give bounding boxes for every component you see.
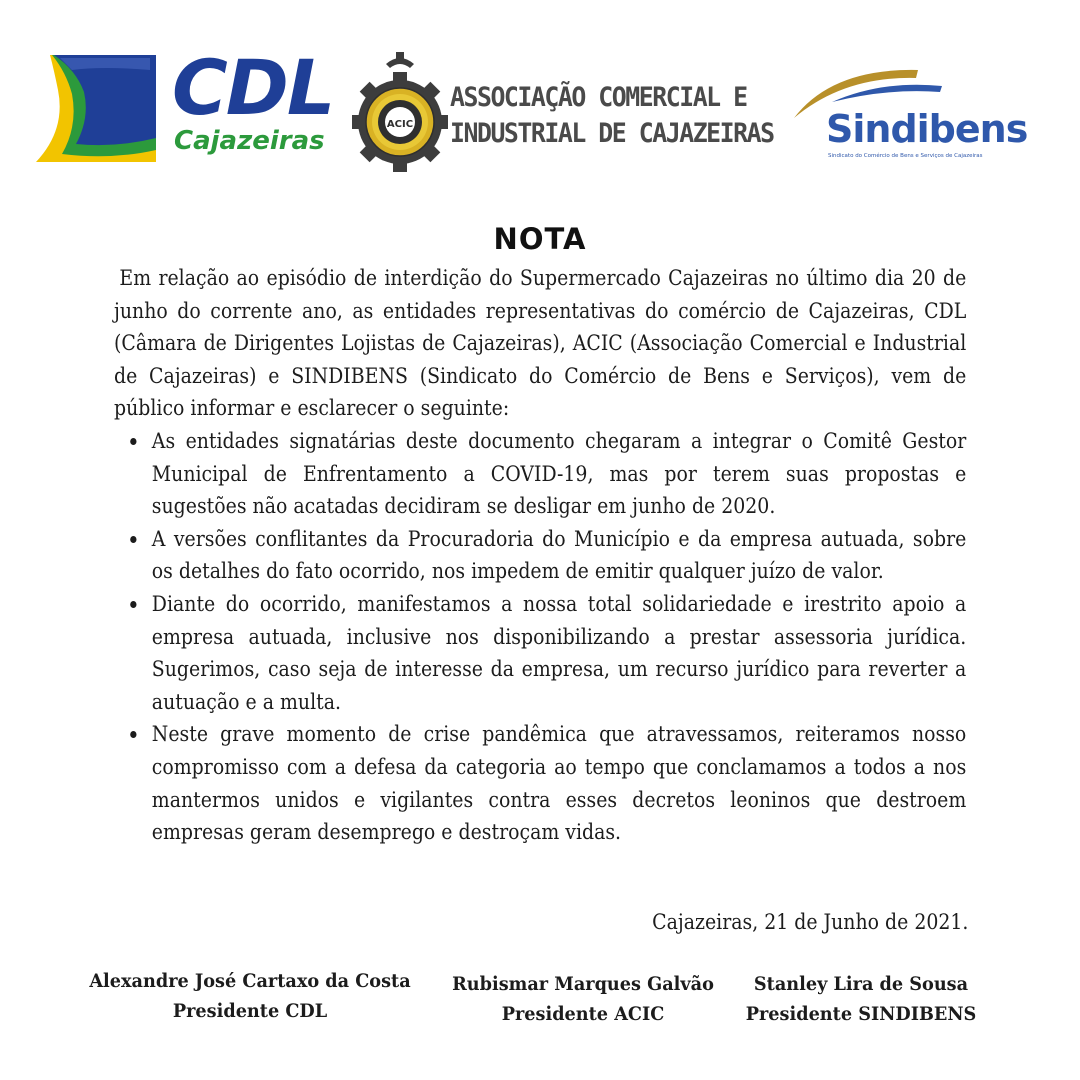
sindibens-logo bbox=[792, 62, 1054, 172]
bullet-icon bbox=[130, 536, 136, 543]
note-body bbox=[114, 262, 966, 849]
bullet-icon bbox=[130, 438, 136, 445]
note-list bbox=[114, 425, 966, 849]
bullet-icon bbox=[130, 731, 136, 738]
bullet-icon bbox=[130, 601, 136, 608]
signature-role: Presidente CDL bbox=[172, 1000, 328, 1022]
sindibens-logo-text: Sindibens bbox=[826, 107, 1028, 151]
cdl-logo-text: CDL bbox=[172, 43, 334, 132]
signature-name: Alexandre José Cartaxo da Costa bbox=[89, 970, 411, 992]
note-date: Cajazeiras, 21 de Junho de 2021. bbox=[651, 910, 968, 934]
signature-name: Stanley Lira de Sousa bbox=[753, 973, 969, 995]
acic-line-1: ASSOCIAÇÃO COMERCIAL E bbox=[450, 82, 747, 113]
logo-header bbox=[0, 0, 1080, 200]
signature-cdl bbox=[73, 966, 426, 1026]
cdl-logo bbox=[32, 43, 334, 170]
acic-line-2: INDUSTRIAL DE CAJAZEIRAS bbox=[450, 118, 774, 149]
list-item: Neste grave momento de crise pandêmica que atravessamos, reiteramos nosso compromisso com a defesa da categoria ao tempo que conclamamos a todos a nos mantermos unidos e vigilantes contra esses decretos leoninos que destroem empresas geram desemprego e destroçam vidas. bbox=[152, 718, 967, 848]
note-title: NOTA bbox=[493, 222, 587, 256]
signature-sindibens bbox=[734, 969, 989, 1029]
note-intro: Em relação ao episódio de interdição do Supermercado Cajazeiras no último dia 20 de junho do corrente ano, as entidades representativas do comércio de Cajazeiras, CDL (Câmara de Dirigentes Lojistas de Cajazeiras), ACIC (Associação Comercial e Industrial de Cajazeiras) e SINDIBENS (Sindicato do Comércio de Bens e Serviços), vem de público informar e esclarecer o seguinte: bbox=[114, 266, 967, 421]
acic-gear-seal-icon bbox=[352, 50, 448, 180]
list-item: Diante do ocorrido, manifestamos a nossa total solidariedade e irestrito apoio a empresa autuada, inclusive nos disponibilizando a prestar assessoria jurídica. Sugerimos, caso seja de interesse da empresa, um recurso jurídico para reverter a autuação e a multa. bbox=[152, 588, 967, 718]
signature-role: Presidente SINDIBENS bbox=[745, 1003, 977, 1025]
sindibens-logo-subtitle: Sindicato do Comércio de Bens e Serviços de Cajazeiras bbox=[828, 153, 983, 159]
signature-acic bbox=[441, 969, 726, 1029]
acic-badge-text: ACIC bbox=[386, 119, 414, 130]
acic-logo bbox=[352, 50, 792, 190]
acic-logo-text bbox=[450, 80, 774, 152]
signature-role: Presidente ACIC bbox=[501, 1003, 665, 1025]
list-item: As entidades signatárias deste documento chegaram a integrar o Comitê Gestor Municipal de Enfrentamento a COVID-19, mas por terem suas propostas e sugestões não acatadas decidiram se desligar em junho de 2020. bbox=[152, 425, 967, 523]
signature-name: Rubismar Marques Galvão bbox=[452, 973, 714, 995]
cdl-emblem-icon bbox=[32, 50, 172, 170]
cdl-logo-city: Cajazeiras bbox=[174, 126, 325, 156]
list-item: A versões conflitantes da Procuradoria do Município e da empresa autuada, sobre os detalhes do fato ocorrido, nos impedem de emitir qualquer juízo de valor. bbox=[152, 523, 967, 588]
